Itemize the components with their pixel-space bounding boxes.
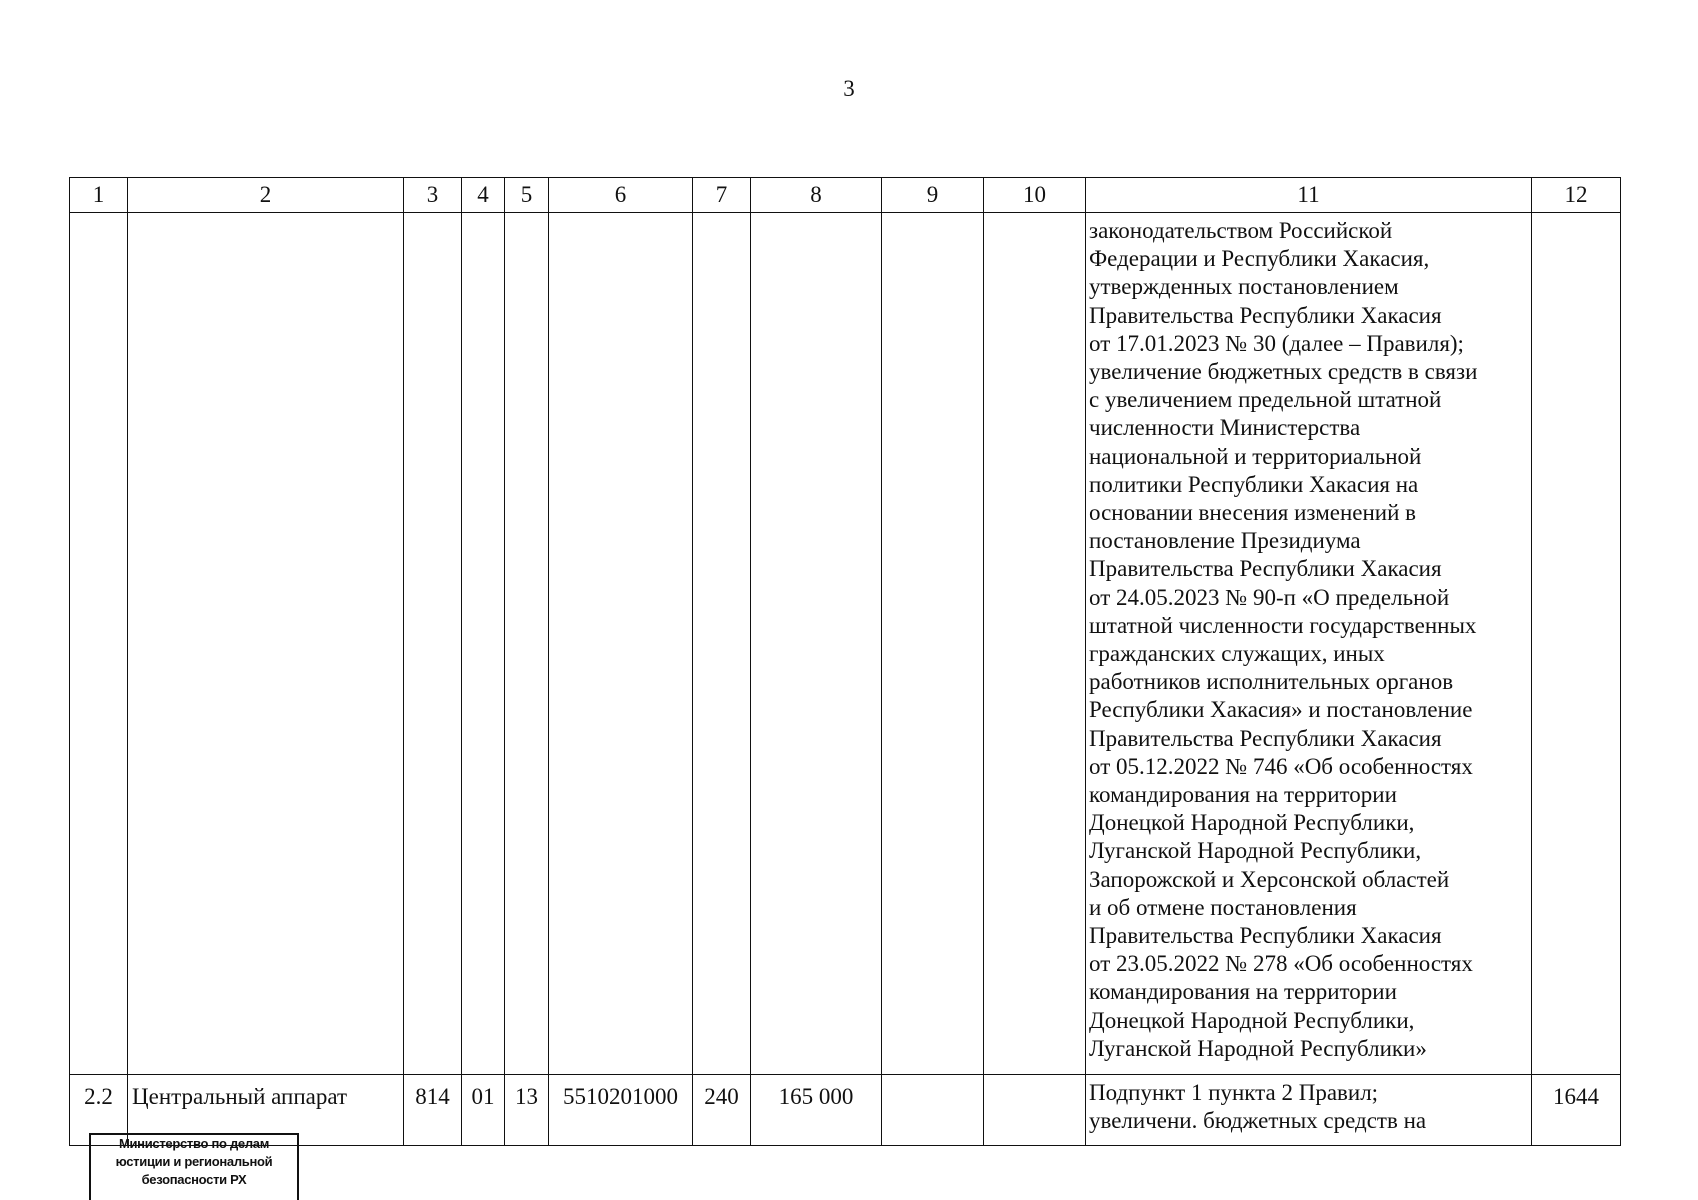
amount-cell	[984, 1075, 1086, 1146]
table-cell	[984, 213, 1086, 1075]
table-cell	[549, 213, 693, 1075]
table-row	[70, 1075, 1621, 1146]
justification-line: Правительства Республики Хакасия	[1089, 923, 1442, 949]
justification-line: от 17.01.2023 № 30 (далее – Правиля);	[1089, 330, 1464, 356]
justification-line: от 05.12.2022 № 746 «Об особенностях	[1089, 753, 1473, 779]
justification-line: увеличени. бюджетных средств на	[1089, 1108, 1427, 1134]
header-cell: 11	[1086, 178, 1532, 213]
table-cell	[751, 213, 882, 1075]
amount-cell	[882, 1075, 984, 1146]
justification-line: Луганской Народной Республики»	[1089, 1035, 1427, 1061]
code-cell: 5510201000	[549, 1075, 693, 1146]
justification-line: Правительства Республики Хакасия	[1089, 556, 1442, 582]
table-cell	[462, 213, 505, 1075]
justification-line: Федерации и Республики Хакасия,	[1089, 246, 1430, 272]
justification-line: постановление Президиума	[1089, 528, 1361, 554]
header-cell: 6	[549, 178, 693, 213]
item-number-cell: 2.2	[70, 1075, 128, 1146]
code-cell: 13	[505, 1075, 549, 1146]
justification-line: Донецкой Народной Республики,	[1089, 1007, 1415, 1033]
header-row	[70, 178, 1621, 213]
ministry-stamp	[89, 1133, 299, 1200]
justification-line: увеличение бюджетных средств в связи	[1089, 359, 1478, 385]
justification-line: Луганской Народной Республики,	[1089, 838, 1422, 864]
table-cell	[1532, 213, 1621, 1075]
justification-line: от 24.05.2023 № 90-п «О предельной	[1089, 584, 1450, 610]
justification-line: штатной численности государственных	[1089, 612, 1477, 638]
code-cell: 01	[462, 1075, 505, 1146]
justification-line: национальной и территориальной	[1089, 443, 1422, 469]
stamp-line: юстиции и региональной	[115, 1154, 273, 1169]
justification-line: гражданских служащих, иных	[1089, 641, 1385, 667]
header-cell: 3	[404, 178, 462, 213]
justification-cell	[1086, 1075, 1532, 1146]
amount-cell: 165 000	[751, 1075, 882, 1146]
header-cell: 5	[505, 178, 549, 213]
justification-line: утвержденных постановлением	[1089, 274, 1399, 300]
page-number: 3	[843, 76, 855, 101]
table-cell	[693, 213, 751, 1075]
justification-line: Правительства Республики Хакасия	[1089, 302, 1442, 328]
header-cell: 4	[462, 178, 505, 213]
table-cell	[505, 213, 549, 1075]
justification-line: Донецкой Народной Республики,	[1089, 810, 1415, 836]
header-cell: 10	[984, 178, 1086, 213]
justification-line: с увеличением предельной штатной	[1089, 387, 1442, 413]
justification-cell	[1086, 213, 1532, 1075]
justification-line: Правительства Республики Хакасия	[1089, 725, 1442, 751]
justification-line: командирования на территории	[1089, 979, 1397, 1005]
justification-line: законодательством Российской	[1089, 218, 1393, 243]
code-cell: 240	[693, 1075, 751, 1146]
justification-line: Республики Хакасия» и постановление	[1089, 697, 1473, 723]
justification-line: и об отмене постановления	[1089, 894, 1357, 920]
table-cell	[404, 213, 462, 1075]
justification-line: численности Министерства	[1089, 415, 1361, 441]
table-cell	[882, 213, 984, 1075]
stamp-line: Министерство по делам	[118, 1136, 270, 1151]
code-cell: 1644	[1532, 1075, 1621, 1146]
header-cell: 1	[70, 178, 128, 213]
justification-line: командирования на территории	[1089, 782, 1397, 808]
justification-line: от 23.05.2022 № 278 «Об особенностях	[1089, 951, 1473, 977]
table-cell	[70, 213, 128, 1075]
justification-line: Подпункт 1 пункта 2 Правил;	[1089, 1080, 1379, 1105]
budget-table	[69, 177, 1621, 1146]
header-cell: 8	[751, 178, 882, 213]
item-name-cell: Центральный аппарат	[128, 1075, 404, 1146]
table-row-continuation	[70, 213, 1621, 1075]
table-cell	[128, 213, 404, 1075]
header-cell: 2	[128, 178, 404, 213]
justification-line: основании внесения изменений в	[1089, 500, 1417, 526]
stamp-line: безопасности РХ	[141, 1172, 247, 1187]
justification-line: Запорожской и Херсонской областей	[1089, 866, 1450, 892]
header-cell: 9	[882, 178, 984, 213]
header-cell: 12	[1532, 178, 1621, 213]
code-cell: 814	[404, 1075, 462, 1146]
justification-line: работников исполнительных органов	[1089, 669, 1454, 695]
justification-line: политики Республики Хакасия на	[1089, 471, 1419, 497]
header-cell: 7	[693, 178, 751, 213]
